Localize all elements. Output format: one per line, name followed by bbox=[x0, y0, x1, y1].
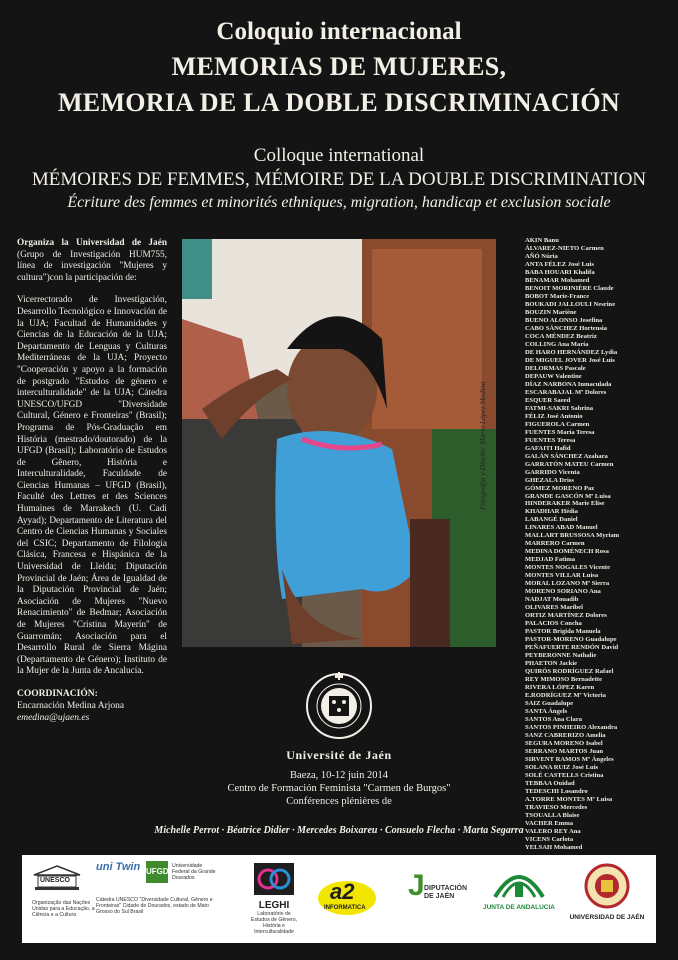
unesco-logo bbox=[32, 865, 94, 918]
venue-place: Centro de Formación Feminista "Carmen de Burgos" bbox=[227, 783, 451, 794]
participant-name: BOUKADI JALLOULI Nesrine bbox=[525, 300, 616, 308]
participant-name: DÍAZ NARBONA Inmaculada bbox=[525, 380, 612, 388]
a2-caption: INFORMATICA bbox=[324, 905, 366, 911]
participant-name: ESQUER Saeed bbox=[525, 396, 571, 404]
participant-name: COLLING Ana María bbox=[525, 340, 589, 348]
junta-wordmark: JUNTA DE ANDALUCIA bbox=[483, 904, 555, 911]
diputacion-j-icon: J bbox=[408, 869, 425, 902]
participant-name: MALLART BRUSSOSA Myriam bbox=[525, 532, 620, 540]
participant-name: DE HARO HERNÁNDEZ Lydia bbox=[525, 348, 618, 356]
unesco-wordmark: UNESCO bbox=[40, 877, 70, 884]
participant-name: DE MIGUEL JOVER José Luis bbox=[525, 356, 615, 364]
participant-name: BOBOT Marie-France bbox=[525, 292, 590, 300]
participant-name: RIVERA LÓPEZ Karen bbox=[525, 684, 595, 692]
unitwin-ufgd-logo bbox=[96, 861, 216, 915]
organizers-intro bbox=[17, 238, 167, 284]
participant-name: PEÑAFUERTE RENDÓN David bbox=[525, 644, 619, 652]
participant-name: SIRVENT RAMOS Mª Ángeles bbox=[525, 755, 614, 763]
participant-name: GARRATÓN MATEU Carmen bbox=[525, 460, 614, 468]
leghi-wordmark: LEGHI bbox=[258, 900, 290, 911]
participant-name: BABA HOUARI Khalifa bbox=[525, 268, 595, 276]
participant-name: PASTOR-MORENO Guadalupe bbox=[525, 636, 617, 644]
participant-name: GARRIDO Vicenta bbox=[525, 468, 580, 476]
leghi-caption: Laboratório de Estudos de Gênero, História e Interculturalidade bbox=[250, 911, 298, 935]
participant-name: TEBBAA Ouidad bbox=[525, 779, 575, 787]
participant-name: COCA MÉNDEZ Beatriz bbox=[525, 332, 597, 340]
poster-photo bbox=[182, 239, 496, 647]
subtitle-fr: Écriture des femmes et minorités ethniques, migration, handicap et exclusion sociale bbox=[67, 194, 611, 211]
participant-name: PASTOR Brigida Manuela bbox=[525, 628, 601, 636]
participant-name: MARRERO Carmen bbox=[525, 540, 585, 548]
participant-name: GHEZALA Driss bbox=[525, 476, 574, 484]
participant-name: YELSAH Mohamed bbox=[525, 843, 583, 851]
participant-name: QUIRÓS RODRÍGUEZ Rafael bbox=[525, 668, 614, 676]
ufgd-badge: UFGD bbox=[146, 861, 168, 883]
a2-informatica-logo bbox=[318, 877, 382, 917]
title-es-line2: MEMORIAS DE MUJERES, bbox=[171, 52, 507, 81]
junta-arch-icon bbox=[489, 863, 549, 899]
participant-name: SANTOS PINHEIRO Alexandra bbox=[525, 724, 618, 732]
organizers-block bbox=[17, 238, 167, 689]
participant-name: ÁLVAREZ-NIETO Carmen bbox=[525, 244, 604, 252]
organizers-list: Vicerrectorado de Investigación, Desarrollo Tecnológico e Innovación de la UJA; Facultad de Humanidades y Ciencias de la Educación de la UJA; Departamento de Lenguas y Culturas Mediterráneas de la UJA; Proyecto "Cooperación y apoyo a la formación de postgrado "Estudos de género e interculturalidade" de la UJA; Cátedra UNESCO/UFGD "Diversidade Cultural, Género e Fronteiras" (Brasil); Programa de Pós-Graduação em História (mestrado/doutorado) de la UFGD (Brasil); Laboratório de Estudos de Gênero, História e Interculturalidade, Faculdade de Ciencias Humanas – UFGD (Brasil), Faculté des Lettres et des Sciences Humaines de Marrakech (U. Cadi Ayyad); Departamento de Literatura del Centro de Ciencias Humanas y Sociales del CSIC; Departamento de Filología Clásica, Francesa e Hispánica de la Universidad de Lleida; Diputación Provincial de Jaén; Área de Igualdad de la Diputación Provincial de Jaén; Asociación de Mujeres "Nuevo Renacimiento" de Bedmar; Asociación de Mujeres "Cristina Mayerín" de Guarromán; Asociación para el Desarrollo Rural de Sierra Mágina (Departamento de Género); Instituto de la Mujer de la Junta de Ancalucía. bbox=[17, 295, 167, 677]
title-fr-line1: Colloque international bbox=[253, 145, 425, 166]
photo-credit: Fotografía y Diseño: Mario López Medina bbox=[478, 381, 487, 510]
participant-name: AKIN Banu bbox=[525, 237, 559, 244]
title-es-line1: Coloquio internacional bbox=[216, 18, 462, 45]
title-fr-line2: MÉMOIRES DE FEMMES, MÉMOIRE DE LA DOUBLE DISCRIMINATION bbox=[31, 169, 647, 190]
leghi-logo bbox=[250, 863, 298, 935]
participant-name: BUENO ALONSO Josefina bbox=[525, 316, 603, 324]
participant-name: LINARES ABAD Manuel bbox=[525, 524, 598, 532]
participant-name: NADJAT Mouadib bbox=[525, 596, 579, 604]
venue-plenaries: Conférences plénières de bbox=[286, 796, 392, 807]
participant-name: CABO SÁNCHEZ Hortensia bbox=[525, 324, 608, 332]
participant-name: MONTES NOGALES Vicente bbox=[525, 564, 610, 572]
participant-name: FÉLIZ José Antonio bbox=[525, 412, 583, 420]
venue-date: Baeza, 10-12 juin 2014 bbox=[290, 770, 388, 781]
participant-name: GRANDE GASCÓN Mª Luisa bbox=[525, 492, 611, 500]
participant-name: VACHER Emma bbox=[525, 819, 574, 827]
organizers-lead: Organiza la Universidad de Jaén bbox=[17, 238, 167, 248]
participant-name: ANTA FÉLEZ José Luis bbox=[525, 260, 594, 268]
participant-name: SEGURA MORENO Isabel bbox=[525, 740, 603, 748]
uja-wordmark: UNIVERSIDAD DE JAÉN bbox=[569, 914, 645, 921]
participant-name: GAFAITI Hafid bbox=[525, 444, 571, 452]
participant-name: REY MIMOSO Bernadette bbox=[525, 676, 603, 684]
organizers-lead-rest: (Grupo de Investigación HUM755, línea de investigación "Mujeres y cultura")con la participación de: bbox=[17, 249, 167, 283]
participant-name: PEYBERONNE Nathalie bbox=[525, 652, 597, 660]
unitwin-wordmark: uni Twin bbox=[96, 861, 141, 873]
participant-name: MORENO SORIANO Ana bbox=[525, 588, 601, 596]
university-name: Université de Jaén bbox=[286, 748, 392, 762]
participant-name: FUENTES María Teresa bbox=[525, 428, 595, 436]
participant-name: SAIZ Guadalupe bbox=[525, 700, 574, 708]
leghi-emblem-icon bbox=[254, 863, 294, 895]
participant-name: A.TORRE MONTES Mª Luisa bbox=[525, 795, 613, 803]
a2-wordmark: a2 bbox=[330, 879, 355, 904]
participant-name: MORAL LOZANO Mª Sierra bbox=[525, 580, 610, 588]
coordination-block bbox=[17, 688, 177, 724]
participant-name: SANZ CABRERIZO Amelia bbox=[525, 732, 606, 740]
participant-name: KHADHAR Hédia bbox=[525, 508, 578, 516]
participant-name: MONTES VILLAR Luisa bbox=[525, 572, 599, 580]
participant-name: PHAETON Jackie bbox=[525, 660, 578, 668]
participant-name: GALÁN SÁNCHEZ Azahara bbox=[525, 452, 608, 460]
university-seal bbox=[305, 672, 373, 740]
participant-name: ORTIZ MARTÍNEZ Dolores bbox=[525, 612, 607, 620]
participant-name: DELORMAS Pascale bbox=[525, 364, 586, 372]
participant-name: SOLÉ CASTELLS Cristina bbox=[525, 771, 604, 779]
participant-name: VICENS Carlota bbox=[525, 835, 574, 843]
participant-name: VALERO REY Ana bbox=[525, 827, 581, 835]
participant-name: AÑÓ Núria bbox=[525, 252, 558, 260]
participant-name: SANTOS Ana Clara bbox=[525, 716, 583, 724]
participant-name: PALACIOS Concha bbox=[525, 620, 582, 628]
participant-name: ESCARABAJAL Mª Dolores bbox=[525, 388, 607, 396]
participant-name: TRAVIESO Mercedes bbox=[525, 803, 588, 811]
participant-name: LABANGÉ Daniel bbox=[525, 516, 578, 524]
participant-name: HINDERAKER Marie Elise bbox=[525, 500, 605, 508]
participant-name: SANTA Ángels bbox=[525, 708, 568, 716]
coordination-heading: COORDINACIÓN: bbox=[17, 689, 98, 699]
participant-name: MEDJAD Fatima bbox=[525, 556, 575, 564]
participant-name: FATMI-SAKRI Sabrina bbox=[525, 404, 594, 412]
participant-name: MEDINA DOMÉNECH Rosa bbox=[525, 548, 609, 556]
participant-name: OLIVARES Maribel bbox=[525, 604, 583, 612]
participant-name: FIGUEROLA Carmen bbox=[525, 420, 590, 428]
participant-name: BENAMAR Mohamed bbox=[525, 276, 590, 284]
participant-name: SOLANA RUIZ José Luis bbox=[525, 763, 599, 771]
participant-name: FUENTES Teresa bbox=[525, 436, 576, 444]
junta-logo bbox=[482, 863, 556, 911]
uja-logo bbox=[562, 863, 652, 921]
participant-name: BENOIT MORINIÈRE Claude bbox=[525, 284, 614, 292]
participant-name: E.RODRÍGUEZ Mª Victoria bbox=[525, 692, 606, 700]
coordinator-email[interactable]: emedina@ujaen.es bbox=[17, 713, 90, 723]
participant-name: DEPAUW Valentine bbox=[525, 372, 582, 380]
unesco-caption: Organização das Nações Unidas para a Educação, a Ciência e a Cultura bbox=[32, 900, 95, 918]
plenary-speakers: Michelle Perrot · Béatrice Didier · Mercedes Boixareu · Consuelo Flecha · Marta Segarra bbox=[154, 825, 524, 836]
uja-seal-icon bbox=[584, 863, 630, 909]
diputacion-wordmark: DIPUTACIÓN DE JAÉN bbox=[424, 885, 468, 900]
photo-illustration bbox=[182, 239, 496, 647]
participant-name: TEDESCHI Losandro bbox=[525, 787, 588, 795]
title-es-line3: MEMORIA DE LA DOBLE DISCRIMINACIÓN bbox=[57, 88, 621, 117]
participant-name: TSOUALLA Blaise bbox=[525, 811, 580, 819]
participant-name: BOUZIN Mariène bbox=[525, 308, 577, 316]
participant-name: GÓMEZ MORENO Paz bbox=[525, 484, 595, 492]
participant-name: SERRANO MARTOS Juan bbox=[525, 748, 604, 755]
ufgd-caption: Universidade Federal da Grande Dourados bbox=[172, 863, 216, 881]
coordinator-name: Encarnación Medina Arjona bbox=[17, 701, 125, 711]
sponsor-bar bbox=[22, 855, 656, 943]
catedra-caption: Cátedra UNESCO "Diversidade Cultural, Gênero e Fronteiras" Cidade de Dourados, estado de Mato Grosso do Sul Brasil bbox=[96, 897, 213, 915]
